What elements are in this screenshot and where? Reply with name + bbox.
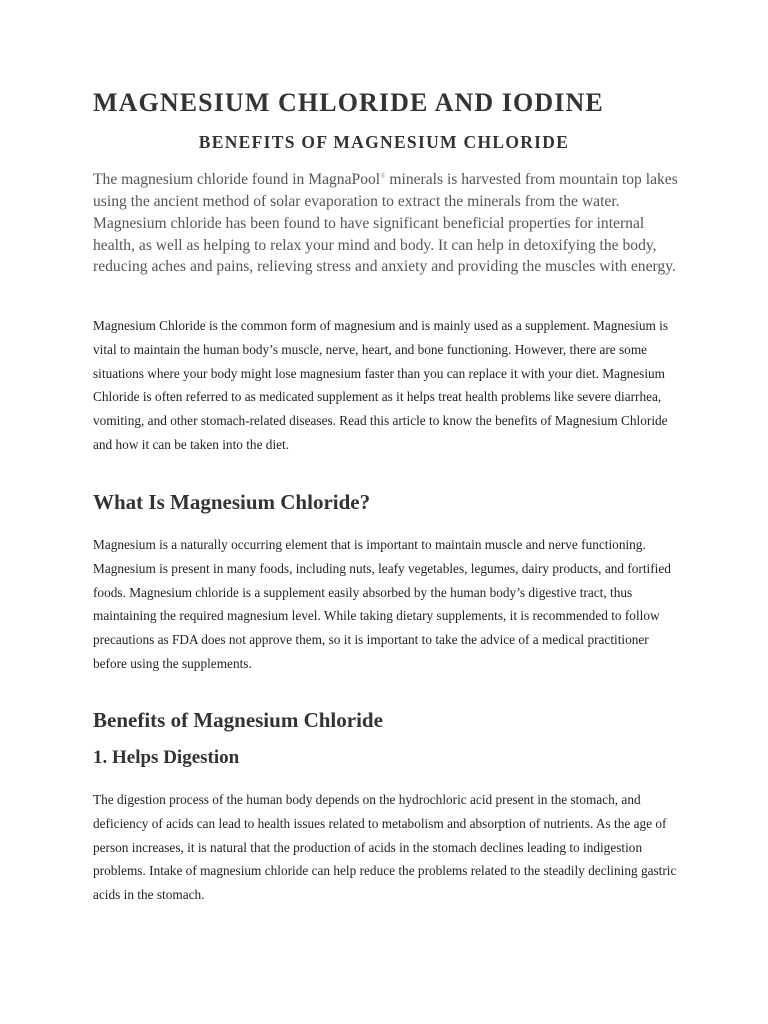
registered-mark: ® [380, 172, 386, 180]
heading-what-is-magnesium-chloride: What Is Magnesium Chloride? [93, 490, 371, 514]
intro-text-start: The magnesium chloride found in MagnaPool [93, 171, 381, 189]
intro-text-rest: minerals is harvested from mountain top lakes using the ancient method of solar evaporation to extract the minerals from the water. Magnesium chloride has been found to have significant beneficial properties for internal health, as well as helping to relax your mind and body. It can help in detoxifying the body, reducing aches and pains, relieving stress and anxiety and providing the muscles with energy. [93, 171, 678, 276]
body-paragraph-1: Magnesium Chloride is the common form of magnesium and is mainly used as a supplement. Magnesium is vital to maintain the human body’s muscle, nerve, heart, and bone functioning. However, there are some situations where your body might lose magnesium faster than you can replace it with your diet. Magnesium Chloride is often referred to as medicated supplement as it helps treat health problems like severe diarrhea, vomiting, and other stomach-related diseases. Read this article to know the benefits of Magnesium Chloride and how it can be taken into the diet. [93, 318, 669, 452]
heading-benefits: Benefits of Magnesium Chloride [93, 708, 383, 732]
body-paragraph-3: The digestion process of the human body depends on the hydrochloric acid present in the stomach, and deficiency of acids can lead to health issues related to metabolism and absorption of nutrients. As the age of person increases, it is natural that the production of acids in the stomach declines leading to indigestion problems. Intake of magnesium chloride can help reduce the problems related to the steadily declining gastric acids in the stomach. [93, 792, 677, 903]
heading-helps-digestion: 1. Helps Digestion [93, 747, 240, 768]
body-paragraph-2: Magnesium is a naturally occurring element that is important to maintain muscle and nerve functioning. Magnesium is present in many foods, including nuts, leafy vegetables, legumes, dairy products, and fortified foods. Magnesium chloride is a supplement easily absorbed by the human body’s digestive tract, thus maintaining the required magnesium level. While taking dietary supplements, it is recommended to follow precautions as FDA does not approve them, so it is important to take the advice of a medical practitioner before using the supplements. [93, 537, 671, 671]
intro-paragraph [93, 166, 679, 278]
document-subtitle: BENEFITS OF MAGNESIUM CHLORIDE [198, 132, 570, 152]
document-title: MAGNESIUM CHLORIDE AND IODINE [93, 88, 604, 117]
